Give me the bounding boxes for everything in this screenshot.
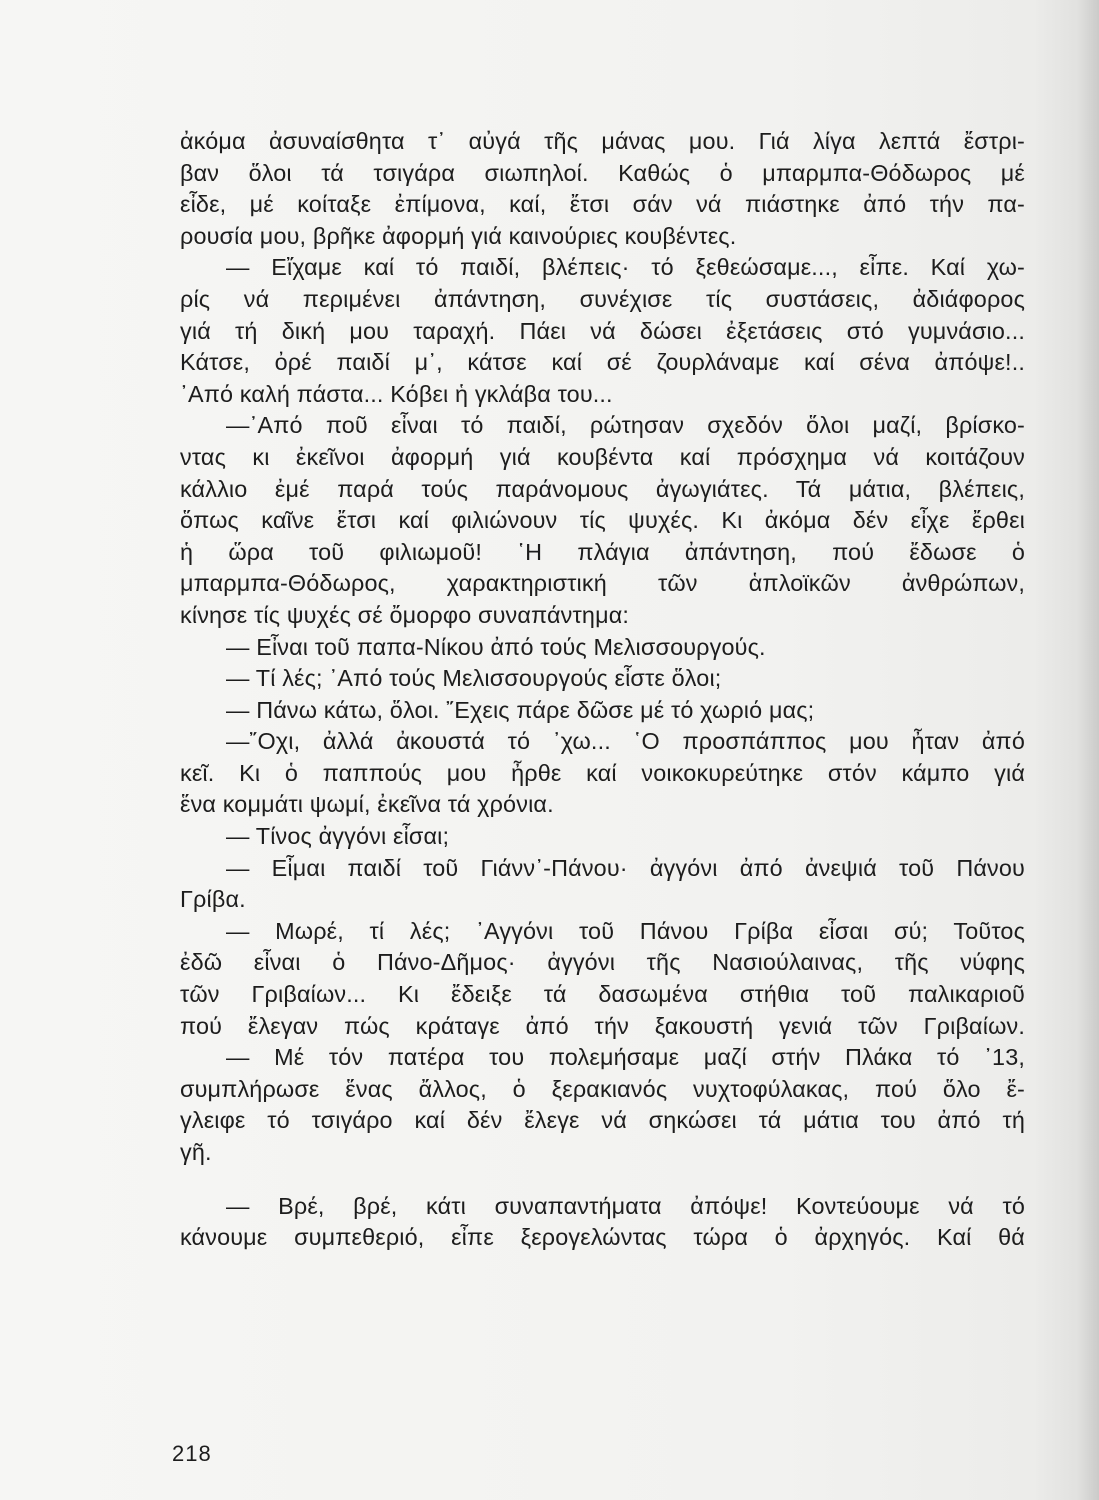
text-line: κίνησε τίς ψυχές σέ ὄμορφο συναπάντημα: xyxy=(180,601,630,628)
text-line: γλειφε τό τσιγάρο καί δέν ἔλεγε νά σηκώσει τά μάτια του ἀπό τή xyxy=(180,1107,1025,1134)
text-line: — Βρέ, βρέ, κάτι συναπαντήματα ἀπόψε! Κοντεύουμε νά τό xyxy=(226,1192,1025,1219)
text-line: ἕνα κομμάτι ψωμί, ἐκεῖνα τά χρόνια. xyxy=(180,791,554,818)
text-line: τῶν Γριβαίων... Κι ἔδειξε τά δασωμένα στήθια τοῦ παλικαριοῦ xyxy=(180,981,1025,1008)
text-line: —᾽Από ποῦ εἶναι τό παιδί, ρώτησαν σχεδόν ὅλοι μαζί, βρίσκο- xyxy=(226,412,1025,439)
text-line: — Τί λές; ᾽Από τούς Μελισσουργούς εἶστε ὅλοι; xyxy=(226,665,722,692)
text-line: — Μωρέ, τί λές; ᾽Αγγόνι τοῦ Πάνου Γρίβα εἶσαι σύ; Τοῦτος xyxy=(226,917,1025,944)
text-line: ἡ ὥρα τοῦ φιλιωμοῦ! ῾Η πλάγια ἀπάντηση, πού ἔδωσε ὁ xyxy=(180,538,1025,565)
text-line: ρίς νά περιμένει ἀπάντηση, συνέχισε τίς συστάσεις, ἀδιάφορος xyxy=(180,285,1025,312)
text-line: — Εἶμαι παιδί τοῦ Γιάνν᾽-Πάνου· ἀγγόνι ἀπό ἀνεψιά τοῦ Πάνου xyxy=(226,854,1025,881)
text-line: μπαρμπα-Θόδωρος, χαρακτηριστική τῶν ἁπλοϊκῶν ἀνθρώπων, xyxy=(180,570,1025,597)
text-line: ὅπως καῖνε ἔτσι καί φιλιώνουν τίς ψυχές. Κι ἀκόμα δέν εἶχε ἔρθει xyxy=(180,507,1025,534)
text-line: εἶδε, μέ κοίταξε ἐπίμονα, καί, ἔτσι σάν νά πιάστηκε ἀπό τήν πα- xyxy=(180,191,1025,218)
text-line: ἐδῶ εἶναι ὁ Πάνο-Δῆμος· ἀγγόνι τῆς Νασιούλαινας, τῆς νύφης xyxy=(180,949,1025,976)
text-line: — Εἶναι τοῦ παπα-Νίκου ἀπό τούς Μελισσουργούς. xyxy=(226,633,766,660)
body-text xyxy=(180,126,1025,1254)
page-number: 218 xyxy=(172,1441,212,1466)
text-line: συμπλήρωσε ἕνας ἄλλος, ὁ ξερακιανός νυχτοφύλακας, πού ὅλο ἔ- xyxy=(180,1075,1025,1102)
page-edge-shadow xyxy=(1077,0,1099,1500)
text-line: ᾽Από καλή πάστα... Κόβει ἡ γκλάβα του... xyxy=(180,380,613,407)
text-line: Γρίβα. xyxy=(180,886,246,913)
text-line: Κάτσε, ὀρέ παιδί μ᾽, κάτσε καί σέ ζουρλάναμε καί σένα ἀπόψε!.. xyxy=(180,349,1025,376)
text-line: ρουσία μου, βρῆκε ἀφορμή γιά καινούριες κουβέντες. xyxy=(180,222,737,249)
text-line: — Εἴχαμε καί τό παιδί, βλέπεις· τό ξεθεώσαμε..., εἶπε. Καί χω- xyxy=(226,254,1025,281)
text-line: — Τίνος ἀγγόνι εἶσαι; xyxy=(226,823,450,850)
text-line: βαν ὅλοι τά τσιγάρα σιωπηλοί. Καθώς ὁ μπαρμπα-Θόδωρος μέ xyxy=(180,159,1025,186)
text-line: πού ἔλεγαν πώς κράταγε ἀπό τήν ξακουστή γενιά τῶν Γριβαίων. xyxy=(180,1012,1025,1039)
text-line: γῆ. xyxy=(180,1139,212,1165)
text-line: κάλλιο ἐμέ παρά τούς παράνομους ἀγωγιάτες. Τά μάτια, βλέπεις, xyxy=(180,475,1025,502)
text-line: — Μέ τόν πατέρα του πολεμήσαμε μαζί στήν Πλάκα τό ᾽13, xyxy=(226,1044,1025,1071)
text-line: — Πάνω κάτω, ὅλοι. ῎Εχεις πάρε δῶσε μέ τό χωριό μας; xyxy=(226,696,815,723)
paragraph-gap xyxy=(180,1169,1025,1191)
text-line: ἀκόμα ἀσυναίσθητα τ᾽ αὐγά τῆς μάνας μου. Γιά λίγα λεπτά ἔστρι- xyxy=(180,128,1025,154)
text-line: ντας κι ἐκεῖνοι ἀφορμή γιά κουβέντα καί πρόσχημα νά κοιτάζουν xyxy=(180,443,1025,470)
text-line: κάνουμε συμπεθεριό, εἶπε ξερογελώντας τώρα ὁ ἀρχηγός. Καί θά xyxy=(180,1224,1025,1251)
text-line: κεῖ. Κι ὁ παππούς μου ἦρθε καί νοικοκυρεύτηκε στόν κάμπο γιά xyxy=(180,759,1025,786)
text-line: —῎Οχι, ἀλλά ἀκουστά τό ᾽χω... ῾Ο προσπάππος μου ἦταν ἀπό xyxy=(226,728,1025,755)
text-line: γιά τή δική μου ταραχή. Πάει νά δώσει ἐξετάσεις στό γυμνάσιο... xyxy=(180,317,1025,344)
